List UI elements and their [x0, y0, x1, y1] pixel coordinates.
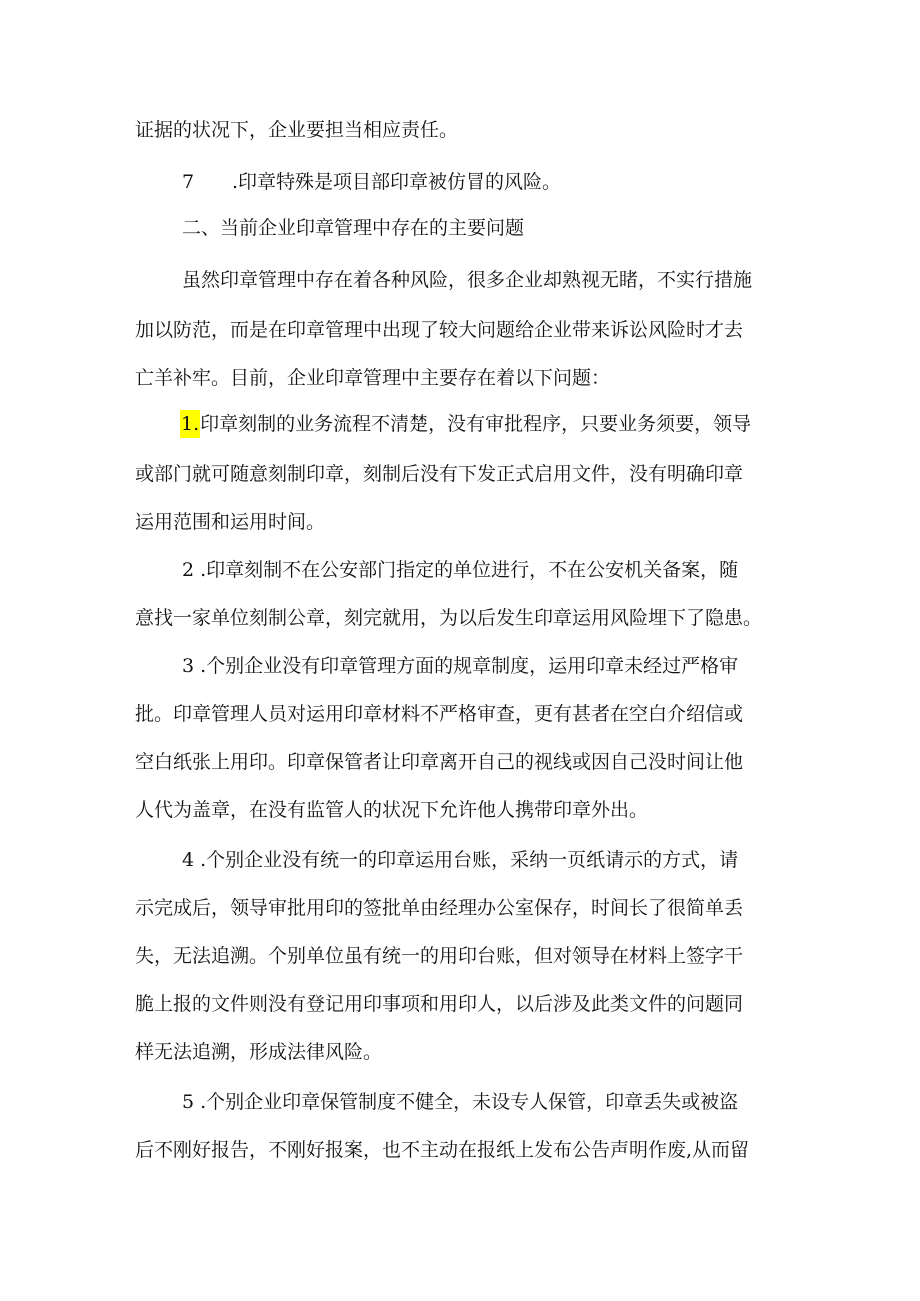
paragraph-line: 后不刚好报告，不刚好报案，也不主动在报纸上发布公告声明作废,从而留 [135, 1139, 750, 1161]
paragraph-line: 加以防范，而是在印章管理中出现了较大问题给企业带来诉讼风险时才去 [135, 319, 744, 341]
section-heading: 二、当前企业印章管理中存在的主要问题 [182, 217, 525, 239]
highlighted-list-number: 1. [180, 410, 200, 438]
list-item-text: 印章刻制的业务流程不清楚，没有审批程序，只要业务须要，领导 [200, 413, 752, 435]
paragraph-line: 意找一家单位刻制公章，刻完就用，为以后发生印章运用风险埋下了隐患。 [135, 607, 763, 629]
list-item-line [180, 410, 751, 438]
list-item-text: .印章特殊是项目部印章被仿冒的风险。 [232, 171, 562, 193]
paragraph-line: 批。印章管理人员对运用印章材料不严格审查，更有甚者在空白介绍信或 [135, 703, 744, 725]
paragraph-line: 失，无法追溯。个别单位虽有统一的用印台账，但对领导在材料上签字干 [135, 945, 744, 967]
paragraph-line: 虽然印章管理中存在着各种风险，很多企业却熟视无睹，不实行措施 [182, 269, 753, 291]
list-number: 7 [182, 171, 195, 193]
list-item-line: 3 .个别企业没有印章管理方面的规章制度，运用印章未经过严格审 [182, 655, 739, 677]
paragraph-line: 样无法追溯，形成法律风险。 [135, 1041, 383, 1063]
paragraph-line: 或部门就可随意刻制印章，刻制后没有下发正式启用文件，没有明确印章 [135, 463, 744, 485]
paragraph-line: 人代为盖章，在没有监管人的状况下允许他人携带印章外出。 [135, 799, 649, 821]
list-item-line: 5 .个别企业印章保管制度不健全，未设专人保管，印章丢失或被盗 [182, 1091, 739, 1113]
paragraph-line: 亡羊补牢。目前，企业印章管理中主要存在着以下问题： [135, 367, 611, 389]
paragraph-line: 脆上报的文件则没有登记用印事项和用印人，以后涉及此类文件的问题同 [135, 993, 744, 1015]
paragraph-line: 示完成后，领导审批用印的签批单由经理办公室保存，时间长了很简单丢 [135, 897, 744, 919]
list-item-line: 4 .个别企业没有统一的印章运用台账，采纳一页纸请示的方式，请 [182, 849, 739, 871]
paragraph-line: 运用范围和运用时间。 [135, 511, 326, 533]
paragraph-line: 空白纸张上用印。印章保管者让印章离开自己的视线或因自己没时间让他 [135, 751, 744, 773]
paragraph-line: 证据的状况下，企业要担当相应责任。 [135, 119, 459, 141]
list-item-line: 2 .印章刻制不在公安部门指定的单位进行，不在公安机关备案，随 [182, 559, 739, 581]
